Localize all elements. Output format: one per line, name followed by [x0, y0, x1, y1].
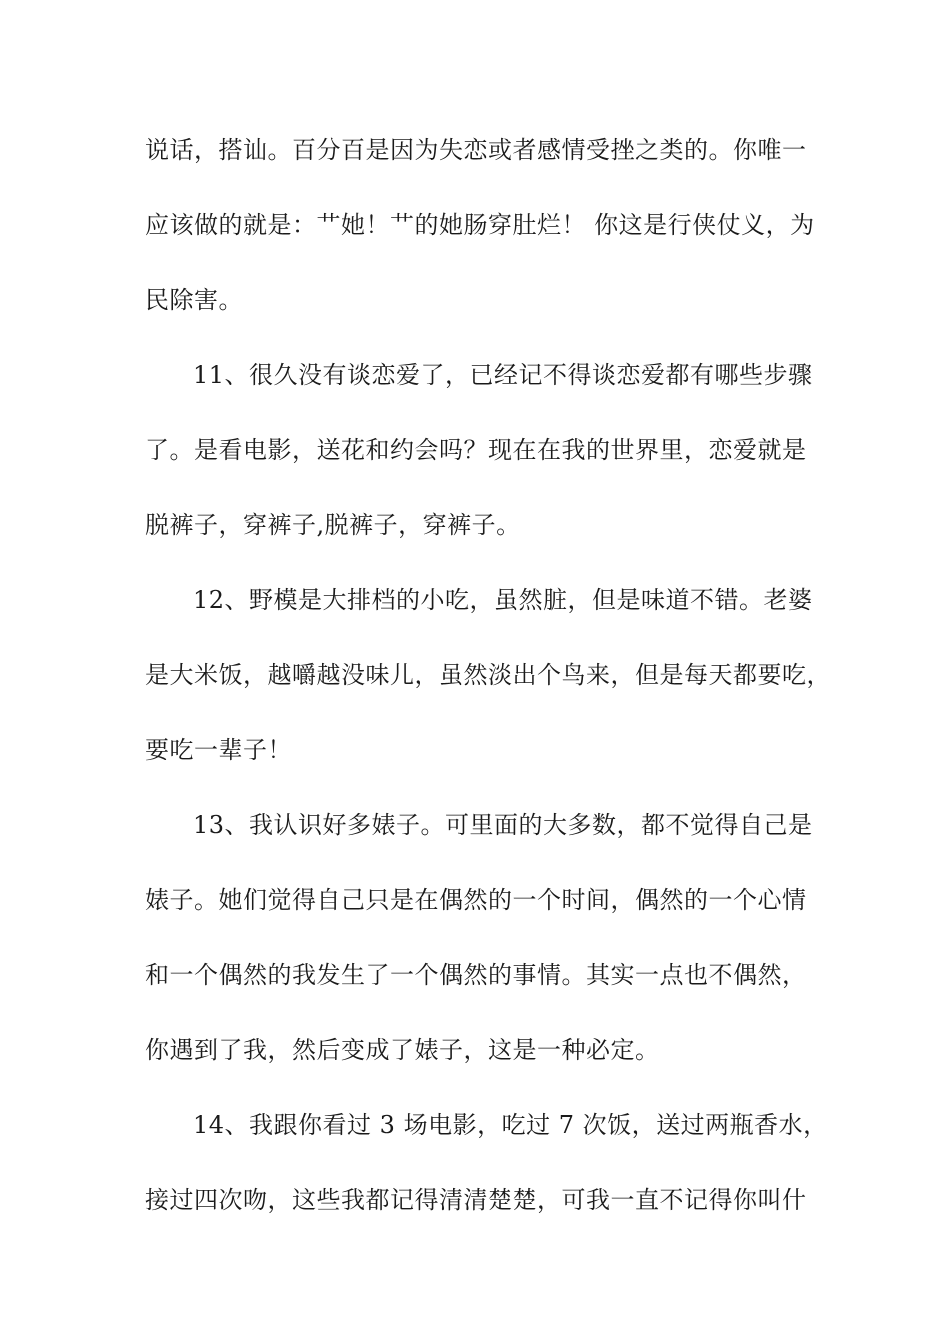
text-line: 民除害。 [145, 286, 243, 314]
paragraph-13-start: 13、我认识好多婊子。可里面的大多数，都不觉得自己是 [193, 811, 813, 839]
text-line: 脱裤子，穿裤子,脱裤子，穿裤子。 [145, 511, 521, 539]
text-line: 婊子。她们觉得自己只是在偶然的一个时间，偶然的一个心情 [145, 886, 807, 914]
text-line: 要吃一辈子！ [145, 736, 292, 764]
text-line: 说话，搭讪。百分百是因为失恋或者感情受挫之类的。你唯一 [145, 136, 807, 164]
paragraph-14-start: 14、我跟你看过 3 场电影，吃过 7 次饭，送过两瓶香水， [193, 1111, 828, 1139]
text-line: 接过四次吻，这些我都记得清清楚楚，可我一直不记得你叫什 [145, 1186, 807, 1214]
paragraph-12-start: 12、野模是大排档的小吃，虽然脏，但是味道不错。老婆 [193, 586, 813, 614]
text-line: 是大米饭，越嚼越没味儿，虽然淡出个鸟来，但是每天都要吃， [145, 661, 831, 689]
text-line: 你遇到了我，然后变成了婊子，这是一种必定。 [145, 1036, 660, 1064]
paragraph-11-start: 11、很久没有谈恋爱了，已经记不得谈恋爱都有哪些步骤 [193, 361, 813, 389]
text-line: 和一个偶然的我发生了一个偶然的事情。其实一点也不偶然， [145, 961, 807, 989]
text-line: 应该做的就是：艹她！艹的她肠穿肚烂！ 你这是行侠仗义，为 [145, 211, 815, 239]
text-line: 了。是看电影，送花和约会吗？现在在我的世界里，恋爱就是 [145, 436, 807, 464]
